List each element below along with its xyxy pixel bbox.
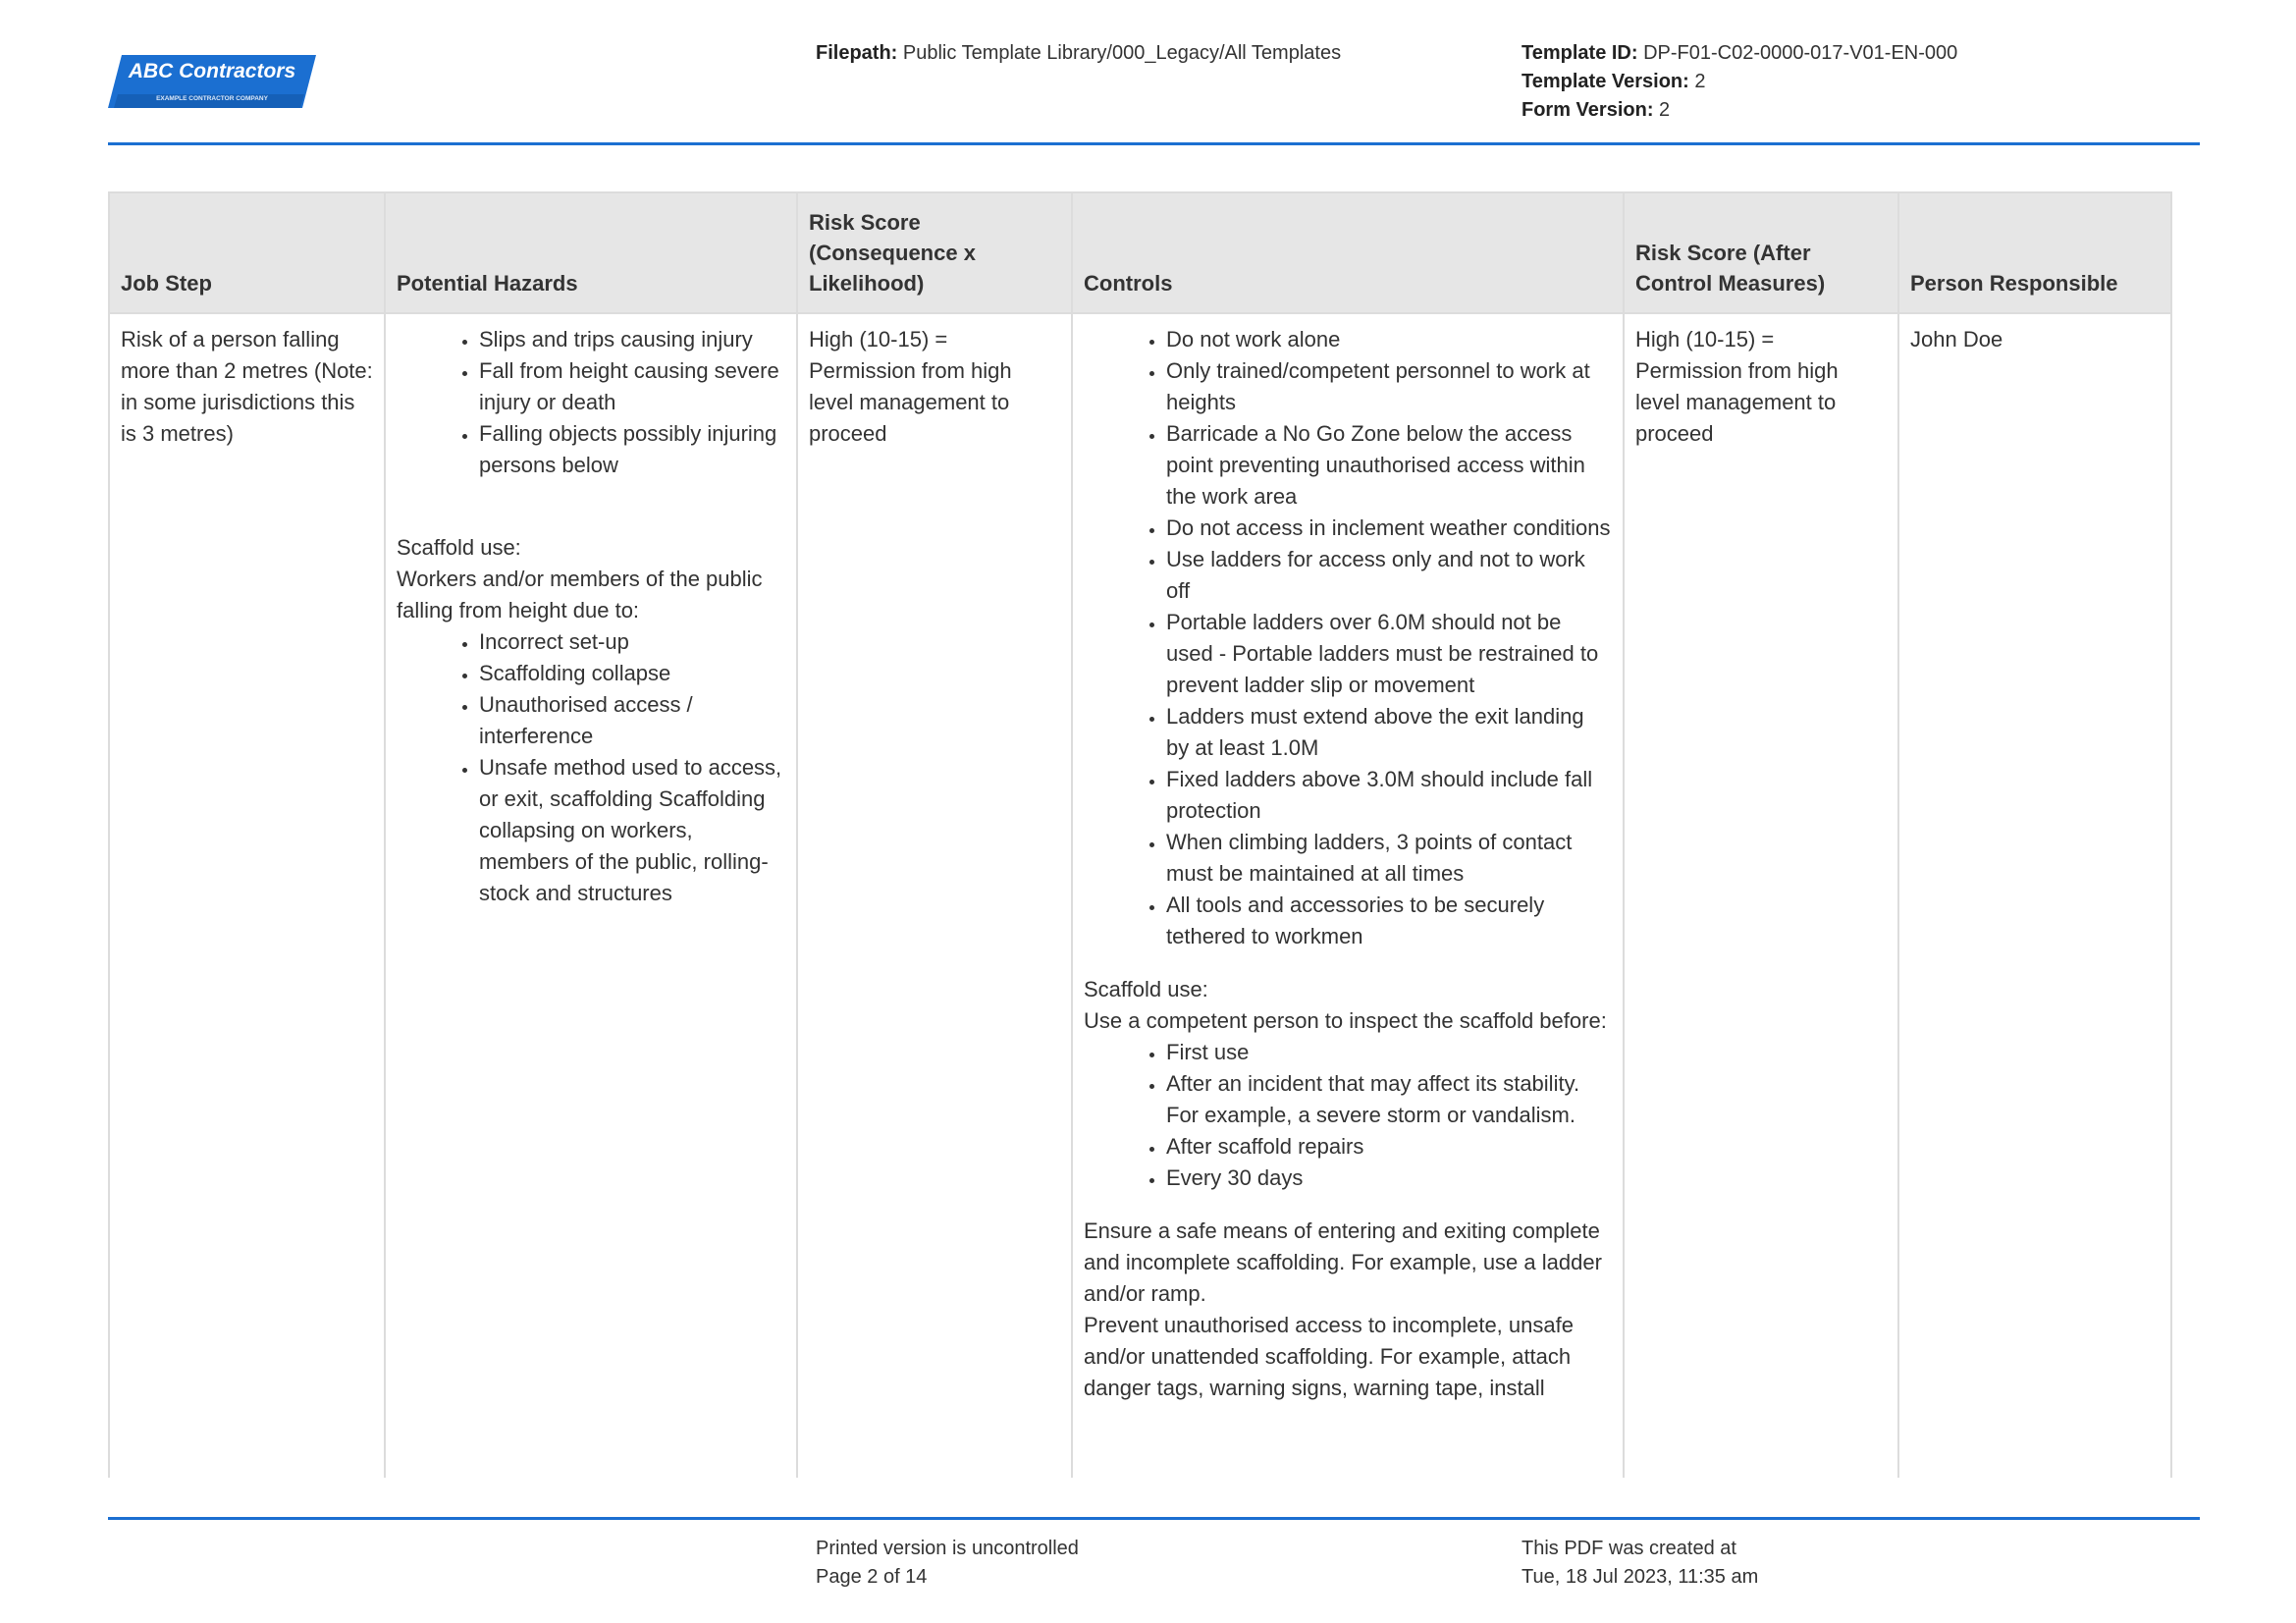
controls-prevent: Prevent unauthorised access to incomplete, unsafe and/or unattended scaffolding. For example, attach danger tags, warning signs, warning tape, install — [1084, 1313, 1574, 1400]
logo-text: ABC Contractors — [128, 60, 296, 82]
list-item: • Portable ladders over 6.0M should not be used - Portable ladders must be restrained to prevent ladder slip or movement — [1166, 607, 1612, 701]
template-version — [1522, 68, 1957, 96]
form-version — [1522, 96, 1957, 125]
uncontrolled-notice: Printed version is uncontrolled — [816, 1538, 1079, 1559]
col-job-step: Job Step — [110, 193, 385, 313]
list-item: • Use ladders for access only and not to work off — [1166, 544, 1612, 607]
list-item: • Unauthorised access / interference — [479, 689, 785, 752]
job-step-text: Risk of a person falling more than 2 metres (Note: in some jurisdictions this is 3 metres) — [121, 327, 373, 446]
cell-job-step — [110, 313, 385, 1478]
cell-risk-score-after — [1624, 313, 1898, 1478]
list-item: • After scaffold repairs — [1166, 1131, 1612, 1163]
table-row — [110, 313, 2170, 1478]
list-item: • Do not access in inclement weather conditions — [1166, 513, 1612, 544]
cell-controls — [1072, 313, 1624, 1478]
cell-risk-score — [797, 313, 1072, 1478]
cell-person-responsible — [1898, 313, 2170, 1478]
list-item: • Falling objects possibly injuring persons below — [479, 418, 785, 481]
col-person-responsible: Person Responsible — [1898, 193, 2170, 313]
template-id-value: DP-F01-C02-0000-017-V01-EN-000 — [1637, 42, 1958, 64]
person-responsible-text: John Doe — [1910, 327, 2003, 352]
col-potential-hazards: Potential Hazards — [385, 193, 797, 313]
filepath — [816, 39, 1341, 68]
filepath-label: Filepath: — [816, 42, 898, 64]
col-controls: Controls — [1072, 193, 1624, 313]
risk-score-text: High (10-15) = Permission from high level management to proceed — [809, 327, 1012, 446]
list-item: • Slips and trips causing injury — [479, 324, 785, 355]
cell-potential-hazards — [385, 313, 797, 1478]
template-id-label: Template ID: — [1522, 42, 1638, 64]
list-item: • Barricade a No Go Zone below the access point preventing unauthorised access within the work area — [1166, 418, 1612, 513]
risk-score-after-text: High (10-15) = Permission from high level management to proceed — [1635, 327, 1839, 446]
risk-table — [108, 191, 2172, 1478]
hazards-scaffold-list — [397, 626, 785, 909]
list-item: • Ladders must extend above the exit landing by at least 1.0M — [1166, 701, 1612, 764]
template-meta — [1522, 39, 1957, 125]
hazards-list — [397, 324, 785, 481]
table-header-row — [110, 193, 2170, 313]
list-item: • Fall from height causing severe injury or death — [479, 355, 785, 418]
logo-subtext: EXAMPLE CONTRACTOR COMPANY — [156, 95, 268, 102]
controls-safe-means: Ensure a safe means of entering and exiting complete and incomplete scaffolding. For example, use a ladder and/or ramp. — [1084, 1218, 1602, 1306]
company-logo — [108, 51, 316, 112]
footer-left — [816, 1535, 1079, 1592]
header-divider — [108, 142, 2200, 145]
list-item: • Incorrect set-up — [479, 626, 785, 658]
list-item: • All tools and accessories to be securely tethered to workmen — [1166, 890, 1612, 952]
list-item: • Scaffolding collapse — [479, 658, 785, 689]
template-version-value: 2 — [1688, 71, 1706, 92]
filepath-value: Public Template Library/000_Legacy/All Templates — [897, 42, 1342, 64]
list-item: • Fixed ladders above 3.0M should include fall protection — [1166, 764, 1612, 827]
template-id — [1522, 39, 1957, 68]
created-label: This PDF was created at — [1522, 1538, 1736, 1559]
controls-scaffold-list — [1084, 1037, 1612, 1194]
footer-divider — [108, 1517, 2200, 1520]
created-timestamp: Tue, 18 Jul 2023, 11:35 am — [1522, 1566, 1759, 1588]
controls-scaffold-title: Scaffold use: — [1084, 977, 1208, 1001]
footer-right — [1522, 1535, 1758, 1592]
hazards-scaffold-title: Scaffold use: — [397, 535, 521, 560]
template-version-label: Template Version: — [1522, 71, 1689, 92]
form-version-value: 2 — [1653, 99, 1671, 121]
list-item: • First use — [1166, 1037, 1612, 1068]
list-item: • After an incident that may affect its stability. For example, a severe storm or vandalism. — [1166, 1068, 1612, 1131]
list-item: • Unsafe method used to access, or exit, scaffolding Scaffolding collapsing on workers, members of the public, rolling-stock and structures — [479, 752, 785, 909]
col-risk-score: Risk Score (Consequence x Likelihood) — [797, 193, 1072, 313]
list-item: • Every 30 days — [1166, 1163, 1612, 1194]
list-item: • Only trained/competent personnel to work at heights — [1166, 355, 1612, 418]
controls-scaffold-intro: Use a competent person to inspect the scaffold before: — [1084, 1008, 1607, 1033]
list-item: • When climbing ladders, 3 points of contact must be maintained at all times — [1166, 827, 1612, 890]
hazards-scaffold-intro: Workers and/or members of the public falling from height due to: — [397, 567, 763, 622]
page-number: Page 2 of 14 — [816, 1566, 928, 1588]
list-item: • Do not work alone — [1166, 324, 1612, 355]
col-risk-score-after: Risk Score (After Control Measures) — [1624, 193, 1898, 313]
controls-list — [1084, 324, 1612, 952]
form-version-label: Form Version: — [1522, 99, 1654, 121]
